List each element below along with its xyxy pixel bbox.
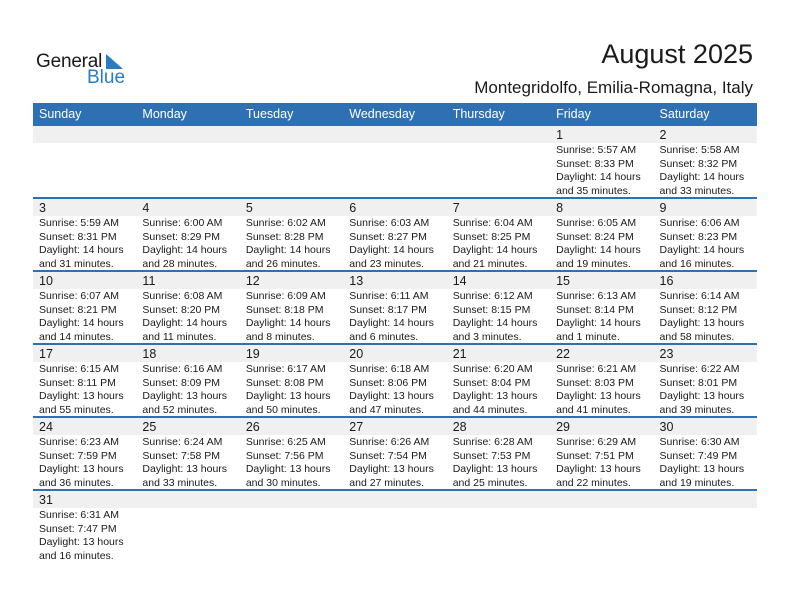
daylight-minutes-text: and 19 minutes.	[659, 476, 735, 489]
day-cell	[550, 126, 653, 197]
empty-day-cell	[343, 126, 446, 197]
sunrise-text: Sunrise: 6:22 AM	[659, 363, 740, 375]
daylight-minutes-text: and 14 minutes.	[39, 330, 114, 343]
empty-day-cell	[447, 491, 550, 562]
sunset-text: Sunset: 7:59 PM	[39, 449, 117, 462]
sunset-text: Sunset: 8:32 PM	[659, 157, 738, 170]
day-number: 5	[245, 201, 253, 215]
sunrise-text: Sunrise: 6:08 AM	[142, 290, 223, 302]
day-cell	[343, 418, 446, 489]
sunset-text: Sunset: 8:25 PM	[452, 230, 531, 243]
daylight-text: Daylight: 13 hours	[142, 463, 228, 475]
day-number: 4	[142, 201, 150, 215]
daylight-text: Daylight: 14 hours	[245, 317, 331, 329]
empty-day-cell	[447, 126, 550, 197]
sunrise-text: Sunrise: 6:14 AM	[659, 290, 740, 302]
day-number: 10	[39, 274, 53, 288]
day-number: 19	[245, 347, 260, 361]
weekday-header-friday: Friday	[556, 107, 591, 121]
sunrise-text: Sunrise: 6:23 AM	[39, 436, 119, 448]
day-number: 8	[556, 201, 564, 215]
sunrise-text: Sunrise: 6:06 AM	[659, 217, 740, 229]
daylight-text: Daylight: 13 hours	[452, 390, 538, 402]
sunset-text: Sunset: 8:31 PM	[39, 230, 117, 243]
sunrise-text: Sunrise: 6:17 AM	[245, 363, 326, 375]
daylight-minutes-text: and 50 minutes.	[245, 403, 321, 416]
calendar-weeks	[33, 126, 757, 564]
week-row	[33, 272, 757, 345]
empty-day-cell	[136, 491, 239, 562]
daylight-minutes-text: and 44 minutes.	[452, 403, 528, 416]
daylight-minutes-text: and 39 minutes.	[659, 403, 735, 416]
day-number: 9	[659, 201, 667, 215]
daylight-text: Daylight: 14 hours	[452, 244, 538, 256]
daylight-minutes-text: and 36 minutes.	[39, 476, 114, 489]
weekday-header-tuesday: Tuesday	[245, 107, 294, 121]
daylight-minutes-text: and 47 minutes.	[349, 403, 424, 416]
day-number: 16	[659, 274, 674, 288]
day-number: 18	[142, 347, 157, 361]
day-cell	[33, 272, 136, 343]
sunset-text: Sunset: 7:56 PM	[245, 449, 324, 462]
daylight-text: Daylight: 13 hours	[245, 463, 331, 475]
daylight-text: Daylight: 13 hours	[556, 463, 641, 475]
empty-day-cell	[240, 491, 343, 562]
daylight-text: Daylight: 14 hours	[659, 244, 745, 256]
daylight-minutes-text: and 21 minutes.	[452, 257, 528, 270]
daylight-text: Daylight: 14 hours	[349, 244, 434, 256]
day-cell	[654, 345, 757, 416]
sunset-text: Sunset: 8:21 PM	[39, 303, 117, 316]
daylight-minutes-text: and 58 minutes.	[659, 330, 735, 343]
daylight-text: Daylight: 13 hours	[349, 463, 434, 475]
sunset-text: Sunset: 8:08 PM	[245, 376, 324, 389]
sunset-text: Sunset: 8:29 PM	[142, 230, 221, 243]
day-number: 23	[659, 347, 674, 361]
daylight-minutes-text: and 11 minutes.	[142, 330, 217, 343]
day-number: 14	[452, 274, 467, 288]
sunset-text: Sunset: 7:58 PM	[142, 449, 221, 462]
empty-day-cell	[240, 126, 343, 197]
daylight-text: Daylight: 14 hours	[142, 317, 228, 329]
daylight-text: Daylight: 14 hours	[349, 317, 434, 329]
day-cell	[447, 272, 550, 343]
daylight-text: Daylight: 13 hours	[39, 463, 124, 475]
sunrise-text: Sunrise: 6:02 AM	[245, 217, 326, 229]
daylight-minutes-text: and 23 minutes.	[349, 257, 424, 270]
daylight-minutes-text: and 31 minutes.	[39, 257, 114, 270]
sunset-text: Sunset: 7:47 PM	[39, 522, 117, 535]
daylight-minutes-text: and 41 minutes.	[556, 403, 631, 416]
day-cell	[240, 418, 343, 489]
day-number: 29	[556, 420, 571, 434]
sunrise-text: Sunrise: 5:59 AM	[39, 217, 119, 229]
day-number: 20	[349, 347, 364, 361]
sunset-text: Sunset: 8:24 PM	[556, 230, 634, 243]
daylight-text: Daylight: 14 hours	[556, 317, 641, 329]
sunrise-text: Sunrise: 6:12 AM	[452, 290, 533, 302]
sunset-text: Sunset: 8:27 PM	[349, 230, 427, 243]
sunset-text: Sunset: 7:49 PM	[659, 449, 738, 462]
week-row	[33, 418, 757, 491]
day-cell	[240, 345, 343, 416]
weekday-header-wednesday: Wednesday	[349, 107, 416, 121]
sunset-text: Sunset: 7:53 PM	[452, 449, 531, 462]
day-number: 7	[452, 201, 460, 215]
day-cell	[550, 345, 653, 416]
general-blue-logo	[36, 52, 136, 88]
day-cell	[136, 345, 239, 416]
day-cell	[550, 199, 653, 270]
sunset-text: Sunset: 8:11 PM	[39, 376, 116, 389]
daylight-text: Daylight: 13 hours	[659, 463, 745, 475]
empty-day-cell	[550, 491, 653, 562]
daylight-minutes-text: and 30 minutes.	[245, 476, 321, 489]
sunrise-text: Sunrise: 6:00 AM	[142, 217, 223, 229]
sunrise-text: Sunrise: 6:05 AM	[556, 217, 637, 229]
logo-word-blue: Blue	[87, 67, 126, 88]
week-row	[33, 126, 757, 199]
sunrise-text: Sunrise: 6:29 AM	[556, 436, 637, 448]
day-number: 12	[245, 274, 260, 288]
day-number: 25	[142, 420, 157, 434]
empty-day-cell	[343, 491, 446, 562]
sunset-text: Sunset: 7:54 PM	[349, 449, 427, 462]
day-cell	[654, 199, 757, 270]
week-row	[33, 345, 757, 418]
day-cell	[343, 272, 446, 343]
sunrise-text: Sunrise: 6:31 AM	[39, 509, 119, 521]
sunset-text: Sunset: 8:03 PM	[556, 376, 634, 389]
sunrise-text: Sunrise: 6:25 AM	[245, 436, 326, 448]
weekday-header-row	[33, 103, 757, 126]
daylight-minutes-text: and 6 minutes.	[349, 330, 419, 343]
day-number: 28	[452, 420, 467, 434]
sunset-text: Sunset: 8:04 PM	[452, 376, 531, 389]
daylight-text: Daylight: 14 hours	[245, 244, 331, 256]
weekday-header-thursday: Thursday	[452, 107, 505, 121]
daylight-text: Daylight: 13 hours	[452, 463, 538, 475]
week-row	[33, 491, 757, 564]
daylight-text: Daylight: 13 hours	[245, 390, 331, 402]
daylight-minutes-text: and 16 minutes.	[659, 257, 735, 270]
daylight-text: Daylight: 14 hours	[556, 244, 641, 256]
daylight-minutes-text: and 26 minutes.	[245, 257, 321, 270]
sunrise-text: Sunrise: 6:15 AM	[39, 363, 119, 375]
sunset-text: Sunset: 8:06 PM	[349, 376, 427, 389]
daylight-minutes-text: and 33 minutes.	[659, 184, 735, 197]
day-cell	[136, 199, 239, 270]
day-cell	[447, 418, 550, 489]
sunset-text: Sunset: 8:14 PM	[556, 303, 634, 316]
sunrise-text: Sunrise: 5:57 AM	[556, 144, 637, 156]
sunrise-text: Sunrise: 6:26 AM	[349, 436, 430, 448]
daylight-minutes-text: and 1 minute.	[556, 330, 620, 343]
sunset-text: Sunset: 7:51 PM	[556, 449, 634, 462]
daylight-text: Daylight: 13 hours	[142, 390, 228, 402]
daylight-text: Daylight: 14 hours	[39, 317, 124, 329]
day-cell	[654, 418, 757, 489]
sunset-text: Sunset: 8:01 PM	[659, 376, 738, 389]
daylight-text: Daylight: 13 hours	[349, 390, 434, 402]
day-number: 26	[245, 420, 260, 434]
day-number: 15	[556, 274, 571, 288]
sunrise-text: Sunrise: 6:20 AM	[452, 363, 533, 375]
empty-day-cell	[33, 126, 136, 197]
daylight-minutes-text: and 27 minutes.	[349, 476, 424, 489]
sunrise-text: Sunrise: 6:16 AM	[142, 363, 223, 375]
daylight-minutes-text: and 8 minutes.	[245, 330, 315, 343]
daylight-text: Daylight: 13 hours	[39, 536, 124, 548]
day-number: 1	[556, 128, 564, 142]
day-number: 31	[39, 493, 53, 507]
sunrise-text: Sunrise: 6:28 AM	[452, 436, 533, 448]
sunrise-text: Sunrise: 6:24 AM	[142, 436, 223, 448]
sunset-text: Sunset: 8:33 PM	[556, 157, 634, 170]
sunset-text: Sunset: 8:17 PM	[349, 303, 427, 316]
day-cell	[550, 418, 653, 489]
daylight-text: Daylight: 13 hours	[659, 317, 745, 329]
sunset-text: Sunset: 8:28 PM	[245, 230, 324, 243]
daylight-text: Daylight: 13 hours	[556, 390, 641, 402]
day-number: 17	[39, 347, 53, 361]
daylight-minutes-text: and 52 minutes.	[142, 403, 218, 416]
day-cell	[447, 199, 550, 270]
day-cell	[654, 272, 757, 343]
sunrise-text: Sunrise: 6:04 AM	[452, 217, 533, 229]
daylight-minutes-text: and 25 minutes.	[452, 476, 528, 489]
weekday-header-saturday: Saturday	[659, 107, 710, 121]
day-cell	[343, 199, 446, 270]
daylight-text: Daylight: 14 hours	[556, 171, 641, 183]
daylight-text: Daylight: 13 hours	[659, 390, 745, 402]
day-number: 24	[39, 420, 53, 434]
day-cell	[33, 345, 136, 416]
day-cell	[33, 418, 136, 489]
daylight-minutes-text: and 16 minutes.	[39, 549, 114, 562]
daylight-text: Daylight: 13 hours	[39, 390, 124, 402]
sunrise-text: Sunrise: 6:03 AM	[349, 217, 430, 229]
calendar-grid	[33, 103, 757, 564]
sunrise-text: Sunrise: 6:18 AM	[349, 363, 430, 375]
daylight-text: Daylight: 14 hours	[39, 244, 124, 256]
daylight-text: Daylight: 14 hours	[659, 171, 745, 183]
calendar-location: Montegridolfo, Emilia-Romagna, Italy	[474, 78, 753, 97]
day-cell	[240, 272, 343, 343]
daylight-text: Daylight: 14 hours	[142, 244, 228, 256]
sunset-text: Sunset: 8:12 PM	[659, 303, 738, 316]
day-number: 13	[349, 274, 364, 288]
daylight-minutes-text: and 33 minutes.	[142, 476, 218, 489]
daylight-minutes-text: and 22 minutes.	[556, 476, 631, 489]
sunrise-text: Sunrise: 6:09 AM	[245, 290, 326, 302]
empty-day-cell	[136, 126, 239, 197]
day-number: 21	[452, 347, 467, 361]
day-cell	[33, 491, 136, 562]
day-cell	[343, 345, 446, 416]
day-cell	[240, 199, 343, 270]
day-cell	[33, 199, 136, 270]
daylight-minutes-text: and 35 minutes.	[556, 184, 631, 197]
empty-day-cell	[654, 491, 757, 562]
calendar-title: August 2025	[601, 39, 753, 69]
sunset-text: Sunset: 8:18 PM	[245, 303, 324, 316]
sunrise-text: Sunrise: 6:11 AM	[349, 290, 429, 302]
day-number: 3	[39, 201, 46, 215]
sunset-text: Sunset: 8:15 PM	[452, 303, 531, 316]
daylight-minutes-text: and 3 minutes.	[452, 330, 522, 343]
day-cell	[550, 272, 653, 343]
sunrise-text: Sunrise: 6:21 AM	[556, 363, 637, 375]
weekday-header-sunday: Sunday	[39, 107, 82, 121]
week-row	[33, 199, 757, 272]
day-number: 22	[556, 347, 571, 361]
sunset-text: Sunset: 8:09 PM	[142, 376, 221, 389]
day-cell	[136, 272, 239, 343]
sunrise-text: Sunrise: 6:13 AM	[556, 290, 637, 302]
sunrise-text: Sunrise: 6:07 AM	[39, 290, 119, 302]
sunrise-text: Sunrise: 5:58 AM	[659, 144, 740, 156]
daylight-minutes-text: and 28 minutes.	[142, 257, 218, 270]
weekday-header-monday: Monday	[142, 107, 187, 121]
sunrise-text: Sunrise: 6:30 AM	[659, 436, 740, 448]
sunset-text: Sunset: 8:20 PM	[142, 303, 221, 316]
day-number: 11	[142, 274, 156, 288]
day-number: 6	[349, 201, 357, 215]
day-number: 30	[659, 420, 674, 434]
day-cell	[654, 126, 757, 197]
day-cell	[136, 418, 239, 489]
daylight-minutes-text: and 19 minutes.	[556, 257, 631, 270]
logo-word-general: General	[36, 51, 103, 72]
day-number: 2	[659, 128, 667, 142]
day-number: 27	[349, 420, 364, 434]
daylight-text: Daylight: 14 hours	[452, 317, 538, 329]
daylight-minutes-text: and 55 minutes.	[39, 403, 114, 416]
sunset-text: Sunset: 8:23 PM	[659, 230, 738, 243]
day-cell	[447, 345, 550, 416]
